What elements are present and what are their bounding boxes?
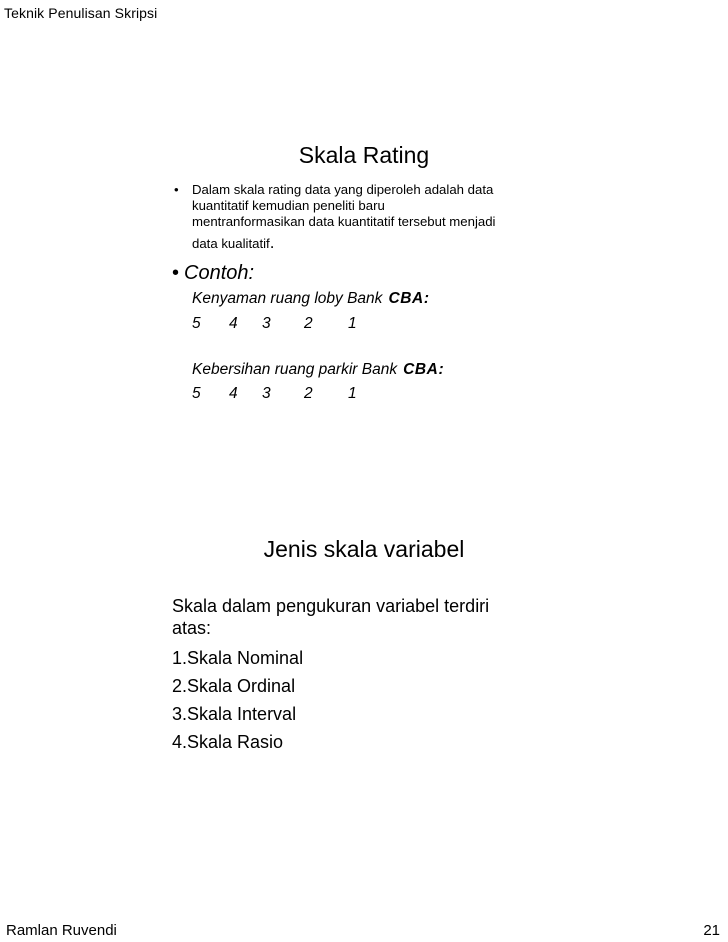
scale-value: 2	[304, 385, 313, 402]
bullet-description	[174, 182, 569, 252]
example-2-text: Kebersihan ruang parkir Bank	[192, 361, 398, 378]
skala-list	[172, 595, 572, 756]
example-1-text: Kenyaman ruang loby Bank	[192, 290, 383, 307]
contoh-bullet-marker: •	[172, 262, 180, 284]
bullet-text	[192, 182, 569, 252]
example-1-label	[192, 290, 430, 308]
list-item: 3.Skala Interval	[172, 704, 297, 724]
page-number: 21	[703, 922, 720, 939]
contoh-heading	[172, 262, 254, 285]
bullet-line: Dalam skala rating data yang diperoleh adalah data	[192, 182, 494, 197]
scale-value: 3	[262, 315, 271, 332]
slide-title-skala-rating: Skala Rating	[298, 142, 430, 168]
scale-value: 5	[192, 315, 201, 332]
scale-value: 4	[229, 315, 238, 332]
bullet-line: data kualitatif	[192, 236, 270, 251]
contoh-label: Contoh:	[184, 262, 255, 284]
skala-intro-line: atas:	[172, 618, 212, 638]
example-2-scale	[192, 385, 392, 405]
skala-intro	[172, 595, 572, 639]
scale-value: 1	[348, 385, 357, 402]
bullet-period: .	[269, 233, 275, 252]
scale-value: 1	[348, 315, 357, 332]
bullet-line: kuantitatif kemudian peneliti baru	[192, 198, 385, 213]
example-1-bank: CBA:	[388, 290, 430, 307]
skala-intro-line: Skala dalam pengukuran variabel terdiri	[172, 596, 490, 616]
bullet-line: mentranformasikan data kuantitatif tersebut menjadi	[192, 214, 496, 229]
scale-value: 3	[262, 385, 271, 402]
example-1-scale	[192, 315, 392, 335]
document-header: Teknik Penulisan Skripsi	[4, 5, 158, 21]
list-item: 2.Skala Ordinal	[172, 676, 296, 696]
footer-author: Ramlan Ruvendi	[6, 922, 117, 939]
list-item: 4.Skala Rasio	[172, 732, 284, 752]
slide-title-jenis-skala: Jenis skala variabel	[263, 536, 465, 562]
bullet-marker: •	[174, 182, 179, 197]
example-2-label	[192, 361, 444, 379]
scale-value: 5	[192, 385, 201, 402]
scale-value: 2	[304, 315, 313, 332]
example-2-bank: CBA:	[403, 361, 445, 378]
scale-value: 4	[229, 385, 238, 402]
list-item: 1.Skala Nominal	[172, 648, 304, 668]
